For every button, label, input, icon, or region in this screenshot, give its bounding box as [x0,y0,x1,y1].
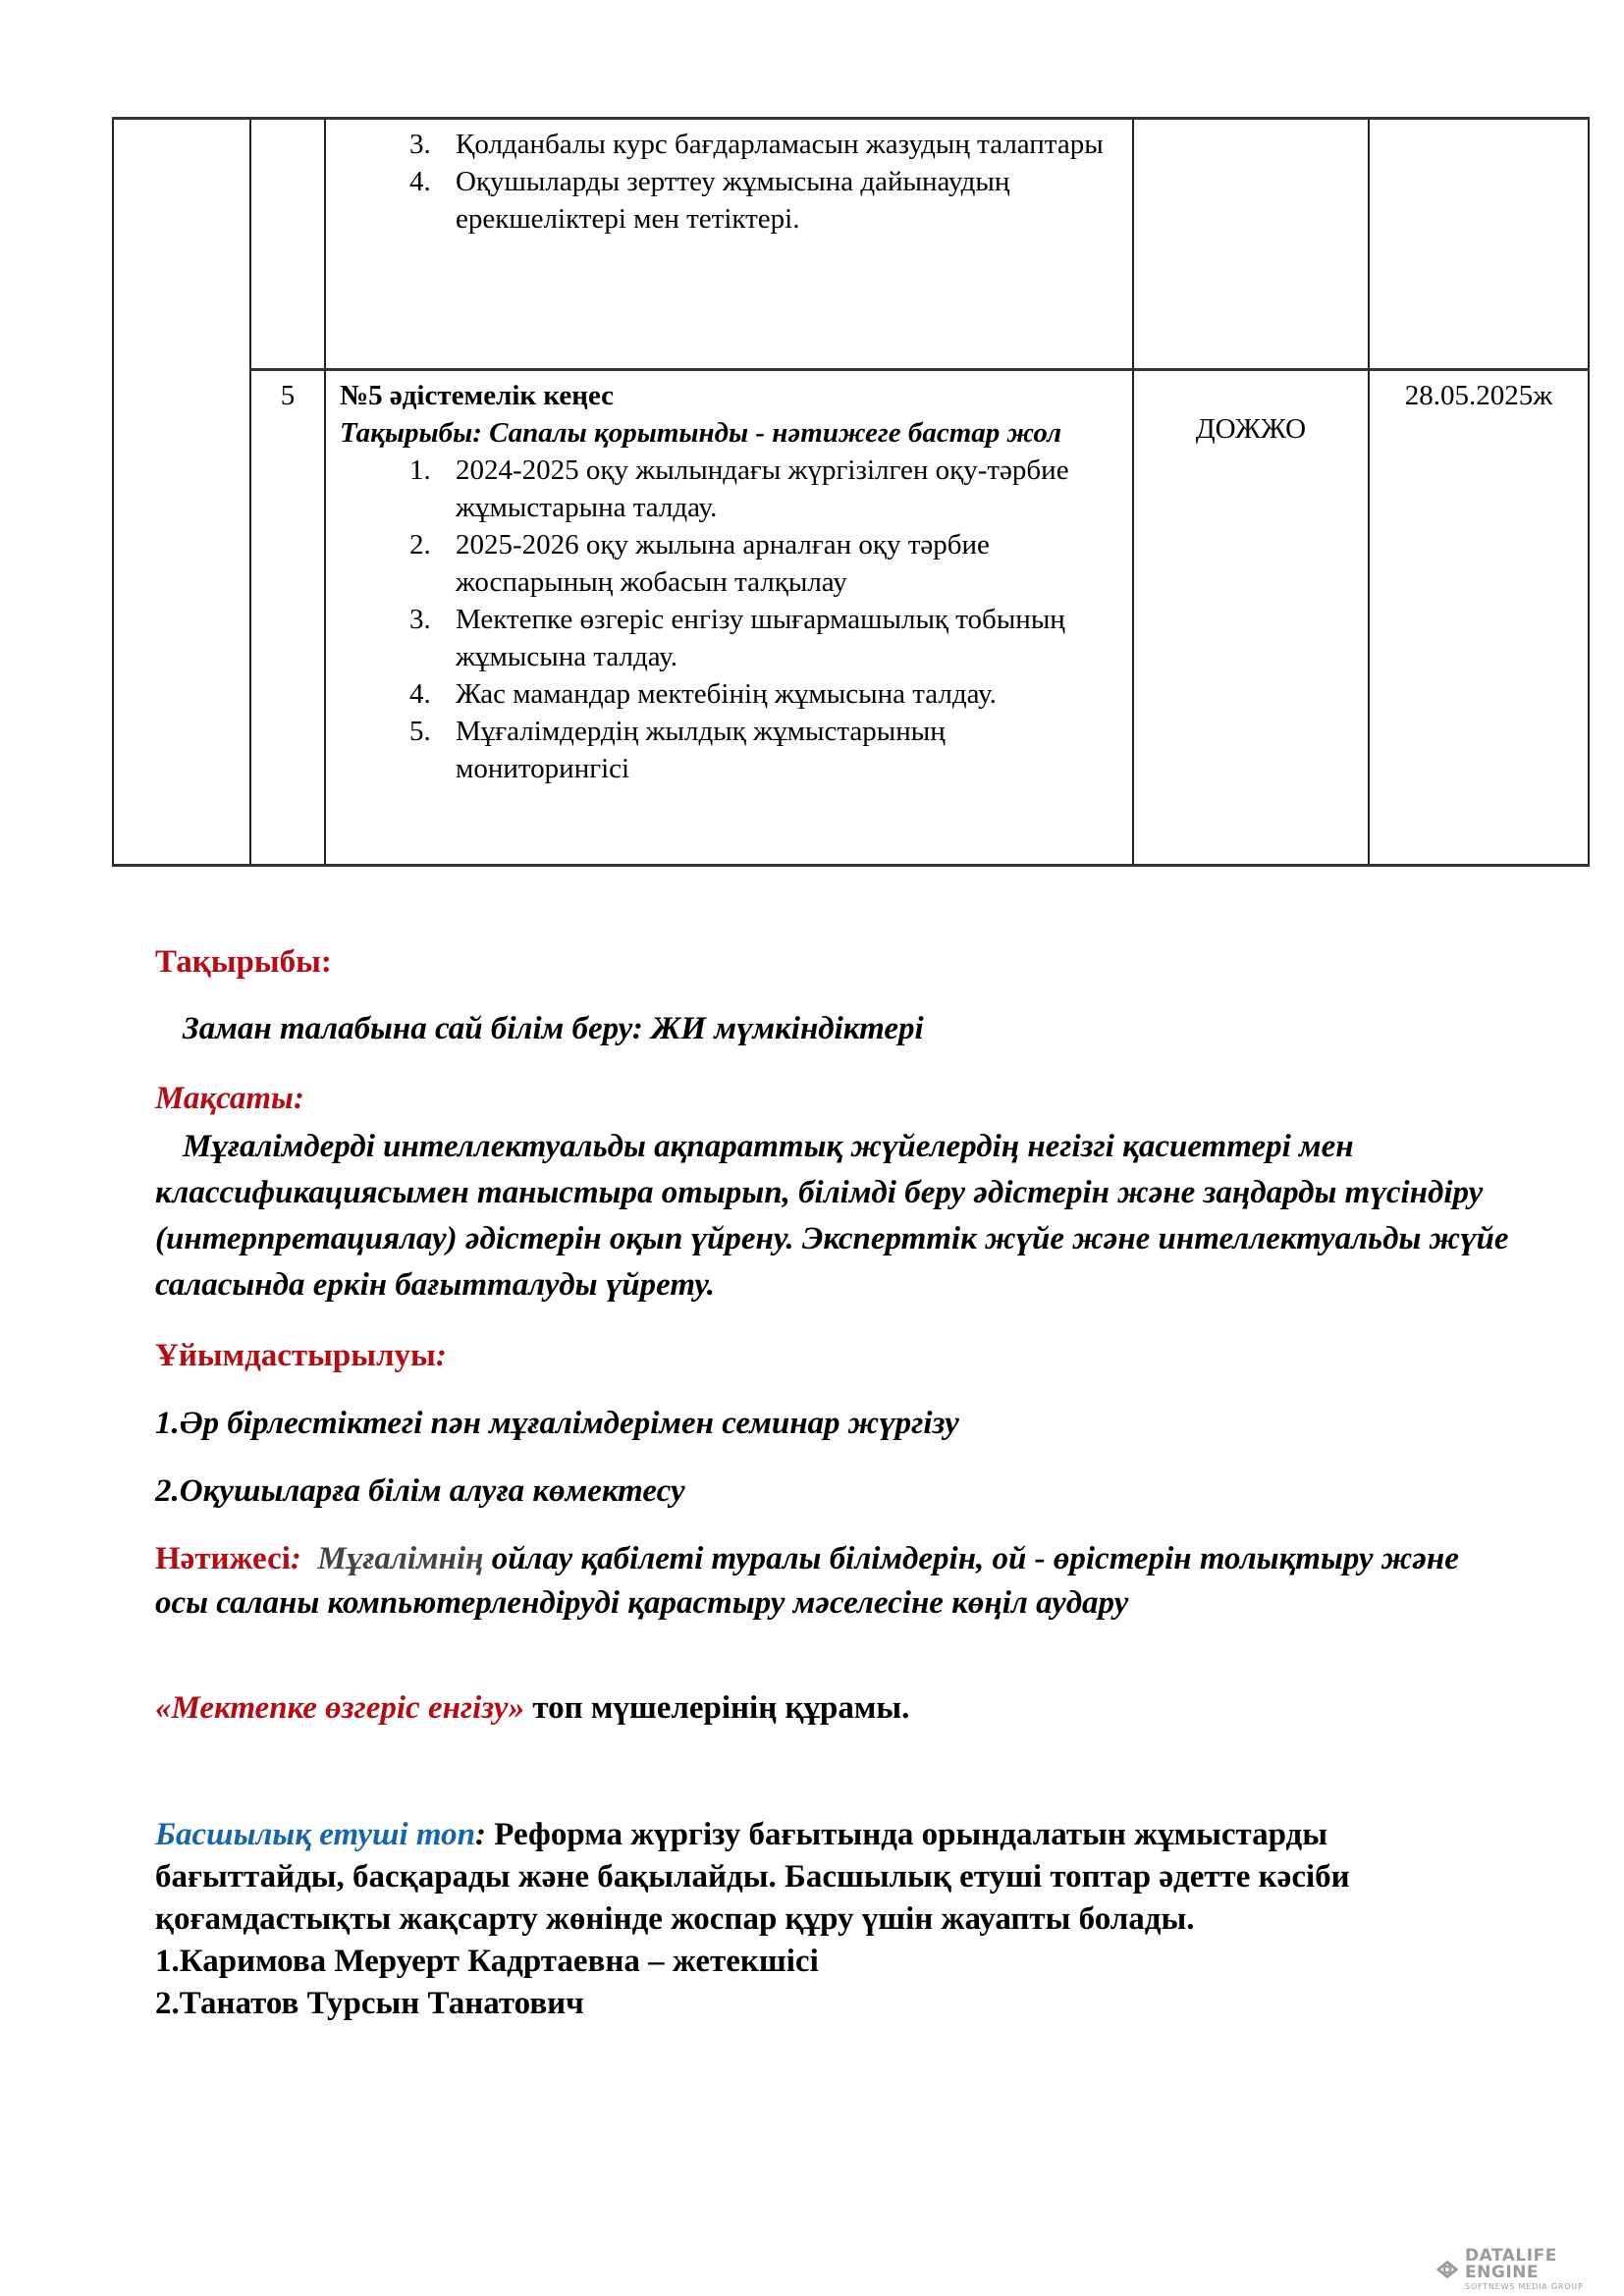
agenda-list [340,126,1118,238]
result-paragraph: Нәтижесі: Мұғалімнің ойлау қабілеті туралы білімдерін, ой - өрістерін толықтыру және осы саланы компьютерлендіруді қарастыру мәселесіне көңіл аудару [155,1541,1459,1621]
table-row [113,370,1589,866]
watermark [1435,2248,1624,2291]
meetings-table [112,117,1590,867]
row-date [1369,119,1589,370]
agenda-item: 3. Мектепке өзгеріс енгізу шығармашылық тобының жұмысына талдау. [438,601,1118,675]
member-item: 2.Танатов Турсын Танатович [155,1986,584,2021]
agenda-item: 5. Мұғалімдердің жылдық жұмыстарының мониторингісі [438,713,1118,787]
datalife-logo-icon [1435,2259,1459,2280]
agenda-list [340,452,1118,787]
goal-heading: Мақсаты: [155,1081,304,1116]
meeting-title: №5 әдістемелік кеңес [340,380,615,411]
watermark-subtitle: SOFTNEWS MEDIA GROUP [1465,2282,1584,2291]
agenda-item: 2. 2025-2026 оқу жылына арналған оқу тәрбие жоспарының жобасын талқылау [438,526,1118,601]
row-number [250,119,325,370]
agenda-item: 3. Қолданбалы курс бағдарламасын жазудың талаптары [438,126,1118,163]
member-item: 1.Каримова Меруерт Кадртаевна – жетекшісі [155,1944,819,1979]
agenda-item: 4. Жас мамандар мектебінің жұмысына талдау. [438,675,1118,713]
group-composition-text: топ мүшелерінің құрамы. [532,1690,910,1726]
agenda-item: 4. Оқушыларды зерттеу жұмысына дайынаудың ерекшеліктері мен тетіктері. [438,163,1118,238]
result-lead-word: Мұғалімнің [317,1541,484,1576]
organization-item: 2.Оқушыларға білім алуға көмектесу [155,1473,685,1509]
row-content [325,119,1133,370]
agenda-item: 1. 2024-2025 оқу жылындағы жүргізілген оқу-тәрбие жұмыстарына талдау. [438,452,1118,526]
result-heading: Нәтижесі [155,1541,291,1576]
table-row [113,119,1589,370]
topic-text: Заман талабына сай білім беру: ЖИ мүмкіндіктері [183,1011,924,1046]
result-text: ойлау қабілеті туралы білімдерін, ой - өрістерін толықтыру және осы саланы компьютерлендіруді қарастыру мәселесіне көңіл аудару [155,1541,1459,1621]
row-organizer: ДОЖЖО [1133,370,1369,866]
empty-outer-cell [113,119,250,866]
organization-heading: Ұйымдастырылуы: [155,1338,447,1373]
meeting-topic: Тақырыбы: Сапалы қорытынды - нәтижеге бастар жол [340,417,1062,449]
goal-text: Мұғалімдерді интеллектуальды ақпараттық жүйелердің негізгі қасиеттері мен классификациясымен таныстыра отырып, білімді беру әдістерін және заңдарды түсіндіру (интерпретациялау) әдістерін оқып үйрену. Эксперттік жүйе және интеллектуальды жүйе саласында еркін бағытталуды үйрету. [155,1129,1509,1303]
row-date: 28.05.2025ж [1369,370,1589,866]
row-organizer [1133,119,1369,370]
topic-heading: Тақырыбы: [155,944,332,980]
watermark-title: DATALIFE ENGINE [1465,2246,1557,2282]
group-composition [155,1686,1510,1731]
row-number: 5 [250,370,325,866]
group-name: «Мектепке өзгеріс енгізу» [155,1690,525,1726]
leading-group-label: Басшылық етуші топ [155,1817,476,1852]
row-content [325,370,1133,866]
leading-group-paragraph: Басшылық етуші топ: Реформа жүргізу бағытында орындалатын жұмыстарды бағыттайды, басқарады және бақылайды. Басшылық етуші топтар әдетте кәсіби қоғамдастықты жақсарту жөнінде жоспар құру үшін жауапты болады. 1.Каримова Меруерт Кадртаевна – жетекшісі 2.Танатов Турсын Танатович [155,1814,1510,2025]
organization-item: 1.Әр бірлестіктегі пән мұғалімдерімен семинар жүргізу [155,1406,959,1441]
leading-group-text: Реформа жүргізу бағытында орындалатын жұмыстарды бағыттайды, басқарады және бақылайды. Басшылық етуші топтар әдетте кәсіби қоғамдастықты жақсарту жөнінде жоспар құру үшін жауапты болады. [155,1817,1350,1937]
